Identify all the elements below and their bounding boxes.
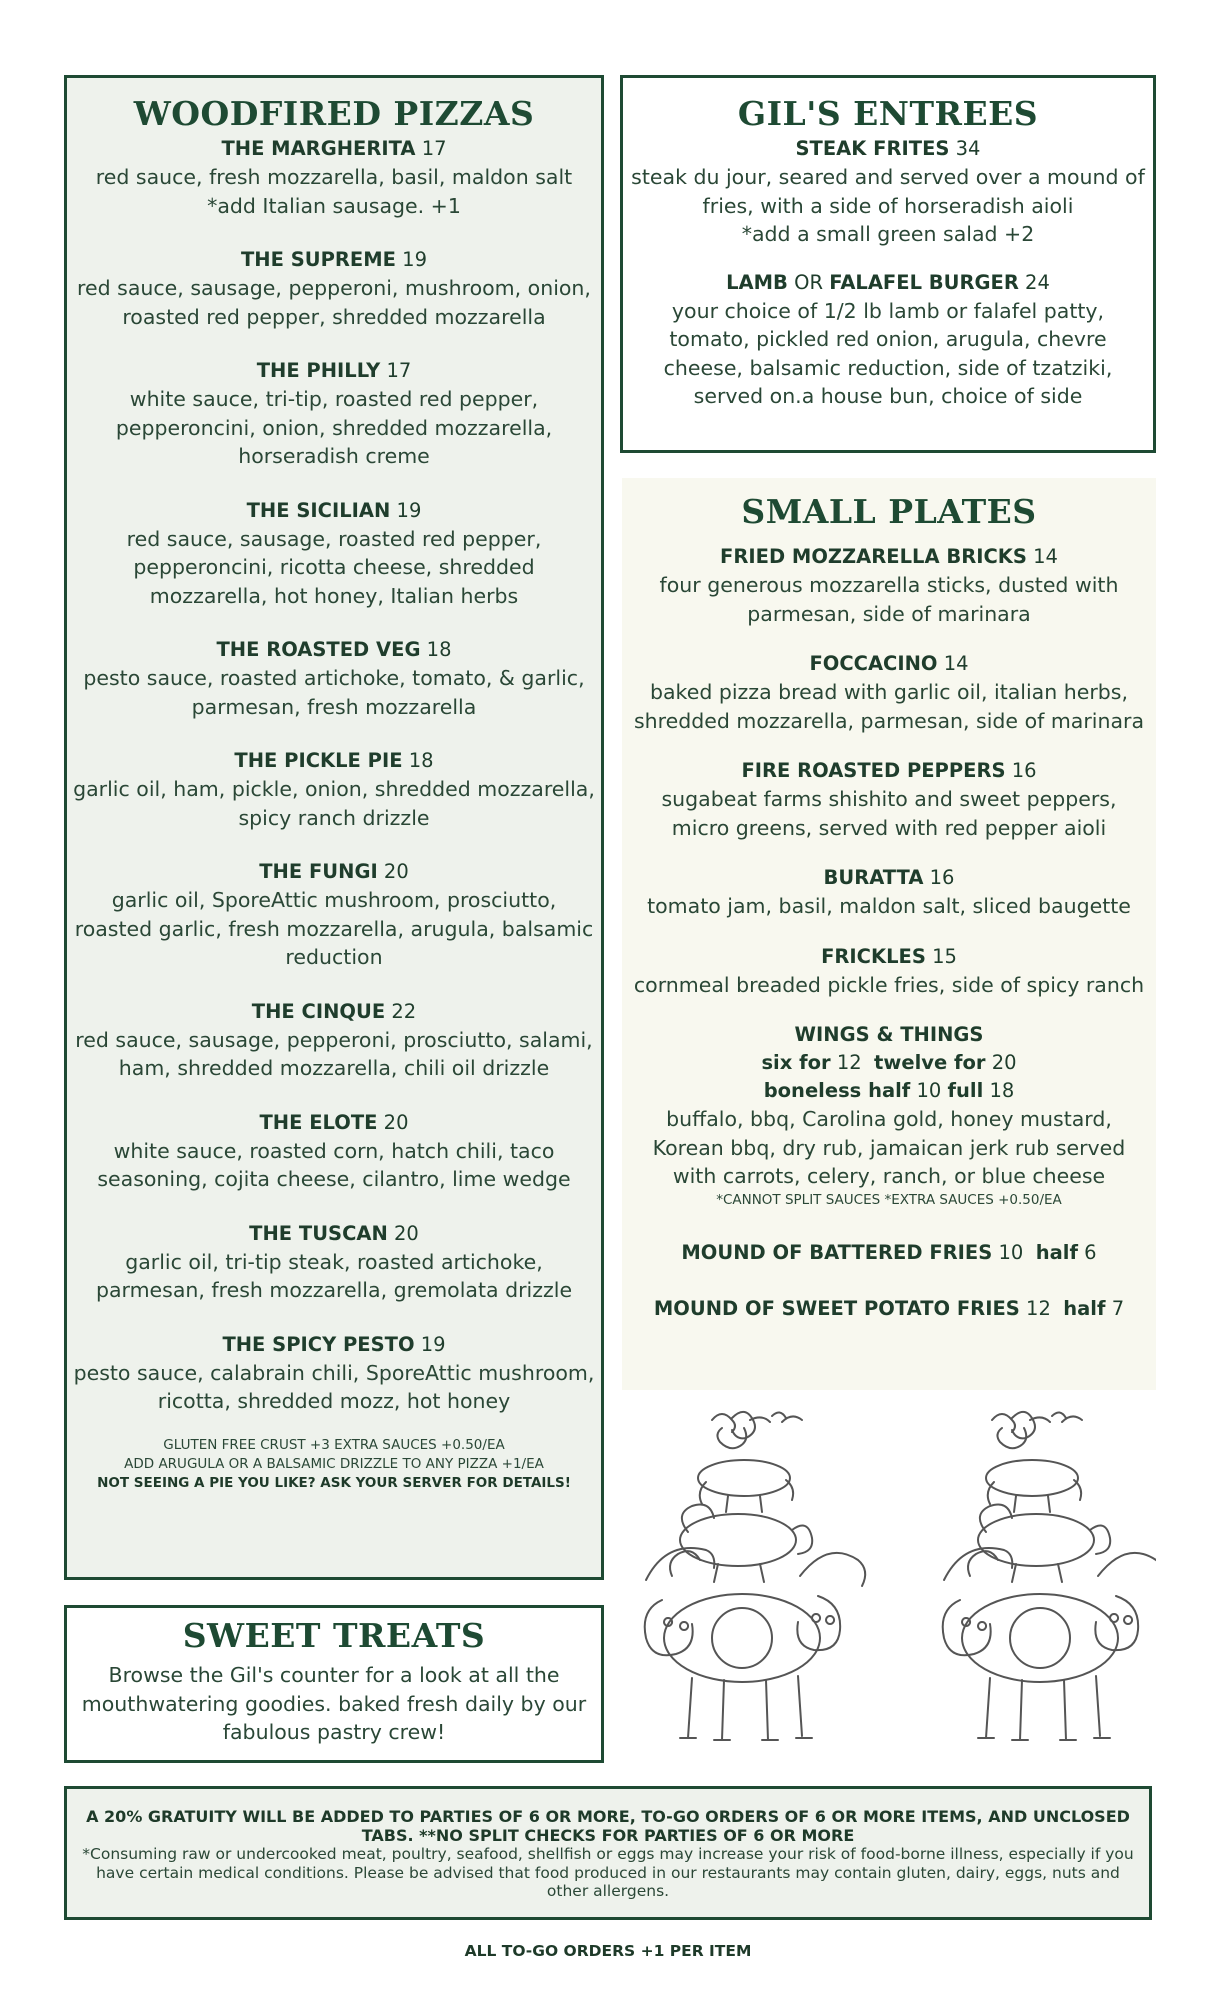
item-price: 16	[929, 866, 955, 889]
menu-item	[73, 357, 595, 471]
wings-boneless-label: boneless half	[763, 1079, 911, 1102]
item-price: 19	[396, 498, 422, 522]
right-animal-stack	[943, 1412, 1156, 1740]
menu-item	[73, 246, 595, 331]
stacked-animals-illustration	[632, 1400, 1156, 1770]
item-price: 14	[943, 652, 969, 675]
item-price: 16	[1011, 759, 1037, 782]
menu-item	[73, 497, 595, 611]
item-addon: *add Italian sausage. +1	[207, 193, 461, 218]
menu-item	[73, 636, 595, 721]
item-price: 15	[932, 944, 957, 968]
item-or: OR	[794, 270, 824, 294]
item-description: white sauce, tri-tip, roasted red pepper, pepperoncini, onion, shredded mozzarella, horseradish creme	[115, 387, 553, 468]
item-price: 19	[420, 1332, 446, 1356]
item-price: 19	[402, 248, 427, 271]
item-name: THE FUNGI	[259, 860, 378, 883]
item-price: 14	[1033, 545, 1058, 568]
item-price: 34	[955, 137, 981, 160]
item-name: THE ROASTED VEG	[216, 638, 421, 661]
item-description: baked pizza bread with garlic oil, italian herbs, shredded mozzarella, parmesan, side of marinara	[633, 680, 1145, 733]
wings-six-label: six for	[761, 1051, 831, 1074]
menu-item	[73, 1220, 595, 1305]
wings-six-price: 12	[836, 1051, 862, 1074]
half-label: half	[1063, 1296, 1106, 1320]
item-name: THE ELOTE	[259, 1110, 378, 1134]
item-name: FRICKLES	[821, 944, 926, 968]
ask-server-note: NOT SEEING A PIE YOU LIKE? ASK YOUR SERVER FOR DETAILS!	[97, 1474, 571, 1491]
wings-item	[622, 1021, 1156, 1209]
sweet-treats-title: SWEET TREATS	[182, 1616, 486, 1655]
item-name: STEAK FRITES	[795, 137, 950, 160]
menu-item	[623, 269, 1153, 411]
menu-item	[73, 998, 595, 1083]
sweet-potato-fries-item	[622, 1295, 1156, 1323]
item-price: 20	[383, 860, 409, 883]
sweet-treats-description: Browse the Gil's counter for a look at all the mouthwatering goodies. baked fresh daily by our fabulous pastry crew!	[81, 1663, 587, 1744]
item-name: THE CINQUE	[251, 999, 386, 1023]
item-name: MOUND OF BATTERED FRIES	[681, 1240, 993, 1264]
gluten-free-note: GLUTEN FREE CRUST +3 EXTRA SAUCES +0.50/EA	[163, 1436, 505, 1453]
pizza-section-title: WOODFIRED PIZZAS	[133, 94, 535, 133]
item-description: four generous mozzarella sticks, dusted with parmesan, side of marinara	[659, 573, 1119, 626]
item-price: 20	[394, 1221, 419, 1245]
item-name: FRIED MOZZARELLA BRICKS	[720, 545, 1027, 568]
menu-item	[622, 757, 1156, 842]
pizza-notes	[67, 1436, 601, 1493]
item-description: red sauce, sausage, roasted red pepper, pepperoncini, ricotta cheese, shredded mozzarella, hot honey, Italian herbs	[126, 526, 542, 608]
item-name: THE MARGHERITA	[221, 137, 416, 160]
item-name: FALAFEL BURGER	[829, 270, 1019, 294]
item-name: THE PHILLY	[256, 359, 381, 382]
small-plates-title: SMALL PLATES	[741, 492, 1037, 531]
item-price: 12	[1026, 1296, 1051, 1320]
to-go-notice: ALL TO-GO ORDERS +1 PER ITEM	[464, 1942, 752, 1960]
item-name: THE TUSCAN	[249, 1221, 388, 1245]
item-description: buffalo, bbq, Carolina gold, honey mustard, Korean bbq, dry rub, jamaican jerk rub served with carrots, celery, ranch, or blue cheese	[652, 1107, 1126, 1188]
item-name: THE PICKLE PIE	[234, 749, 403, 772]
wings-boneless-price: 10	[916, 1079, 942, 1102]
gratuity-notice: A 20% GRATUITY WILL BE ADDED TO PARTIES OF 6 OR MORE, TO-GO ORDERS OF 6 OR MORE ITEMS, AND UNCLOSED TABS. **NO SPLIT CHECKS FOR PARTIES OF 6 OR MORE	[86, 1807, 1130, 1845]
item-description: white sauce, roasted corn, hatch chili, taco seasoning, cojita cheese, cilantro, lime wedge	[97, 1138, 571, 1191]
entrees-section-title: GIL'S ENTREES	[737, 94, 1039, 133]
menu-item	[73, 747, 595, 832]
item-price: 17	[386, 359, 412, 382]
item-price: 18	[426, 638, 452, 661]
item-name: FIRE ROASTED PEPPERS	[741, 759, 1006, 782]
wings-twelve-label: twelve for	[874, 1051, 986, 1074]
item-description: your choice of 1/2 lb lamb or falafel patty, tomato, pickled red onion, arugula, chevre cheese, balsamic reduction, side of tzatziki, served on.a house bun, choice of side	[663, 298, 1113, 408]
menu-item	[622, 943, 1156, 1000]
wings-full-label: full	[947, 1079, 984, 1102]
item-description: sugabeat farms shishito and sweet peppers, micro greens, served with red pepper aioli	[661, 787, 1117, 840]
item-description: pesto sauce, calabrain chili, SporeAttic mushroom, ricotta, shredded mozz, hot honey	[73, 1360, 595, 1413]
item-name: FOCCACINO	[809, 652, 938, 675]
item-price: 22	[391, 999, 417, 1023]
item-name: WINGS & THINGS	[794, 1023, 984, 1046]
item-price: 18	[408, 749, 434, 772]
wings-twelve-price: 20	[991, 1051, 1017, 1074]
item-description: red sauce, sausage, pepperoni, prosciutto, salami, ham, shredded mozzarella, chili oil drizzle	[75, 1027, 593, 1080]
entrees-section	[620, 75, 1156, 453]
item-name: THE SPICY PESTO	[222, 1332, 415, 1356]
item-description: red sauce, fresh mozzarella, basil, maldon salt	[95, 165, 573, 189]
menu-item	[622, 864, 1156, 921]
item-name: LAMB	[726, 270, 788, 294]
item-description: garlic oil, ham, pickle, onion, shredded mozzarella, spicy ranch drizzle	[73, 777, 595, 830]
wings-note: *CANNOT SPLIT SAUCES *EXTRA SAUCES +0.50/EA	[716, 1191, 1062, 1208]
item-price: 24	[1025, 270, 1050, 294]
item-name: MOUND OF SWEET POTATO FRIES	[653, 1296, 1020, 1320]
battered-fries-item	[622, 1239, 1156, 1267]
add-arugula-note: ADD ARUGULA OR A BALSAMIC DRIZZLE TO ANY PIZZA +1/EA	[124, 1455, 544, 1472]
item-addon: *add a small green salad +2	[741, 222, 1035, 246]
menu-item	[623, 135, 1153, 249]
item-description: tomato jam, basil, maldon salt, sliced baugette	[647, 894, 1131, 918]
item-description: steak du jour, seared and served over a mound of fries, with a side of horseradish aioli	[631, 165, 1145, 218]
menu-item	[73, 858, 595, 972]
pizza-section	[64, 75, 604, 1580]
sweet-treats-section	[64, 1605, 604, 1763]
item-price: 17	[421, 137, 447, 160]
menu-item	[73, 1109, 595, 1194]
half-label: half	[1035, 1240, 1078, 1264]
policy-notice	[64, 1786, 1152, 1920]
item-description: pesto sauce, roasted artichoke, tomato, & garlic, parmesan, fresh mozzarella	[83, 666, 585, 719]
item-description: garlic oil, SporeAttic mushroom, prosciutto, roasted garlic, fresh mozzarella, arugula, balsamic reduction	[74, 888, 594, 969]
item-price: 10	[998, 1240, 1024, 1264]
item-price: 20	[383, 1110, 409, 1134]
item-description: red sauce, sausage, pepperoni, mushroom, onion, roasted red pepper, shredded mozzarella	[77, 276, 591, 329]
half-price: 7	[1111, 1296, 1125, 1320]
half-price: 6	[1084, 1240, 1097, 1264]
small-plates-section	[622, 478, 1156, 1390]
menu-item	[73, 1331, 595, 1416]
item-description: garlic oil, tri-tip steak, roasted artichoke, parmesan, fresh mozzarella, gremolata drizzle	[95, 1249, 573, 1302]
food-advisory: *Consuming raw or undercooked meat, poultry, seafood, shellfish or eggs may increase your risk of food-borne illness, especially if you have certain medical conditions. Please be advised that food produced in our restaurants may contain gluten, dairy, eggs, nuts and other allergens.	[82, 1845, 1134, 1900]
item-name: BURATTA	[823, 866, 924, 889]
menu-item	[622, 650, 1156, 735]
item-description: cornmeal breaded pickle fries, side of spicy ranch	[633, 972, 1145, 997]
item-name: THE SUPREME	[241, 248, 396, 271]
wings-full-price: 18	[989, 1079, 1015, 1102]
item-name: THE SICILIAN	[246, 498, 391, 522]
left-animal-stack	[645, 1412, 865, 1740]
menu-item	[622, 543, 1156, 628]
menu-item	[73, 135, 595, 220]
pizza-list	[67, 135, 601, 1416]
